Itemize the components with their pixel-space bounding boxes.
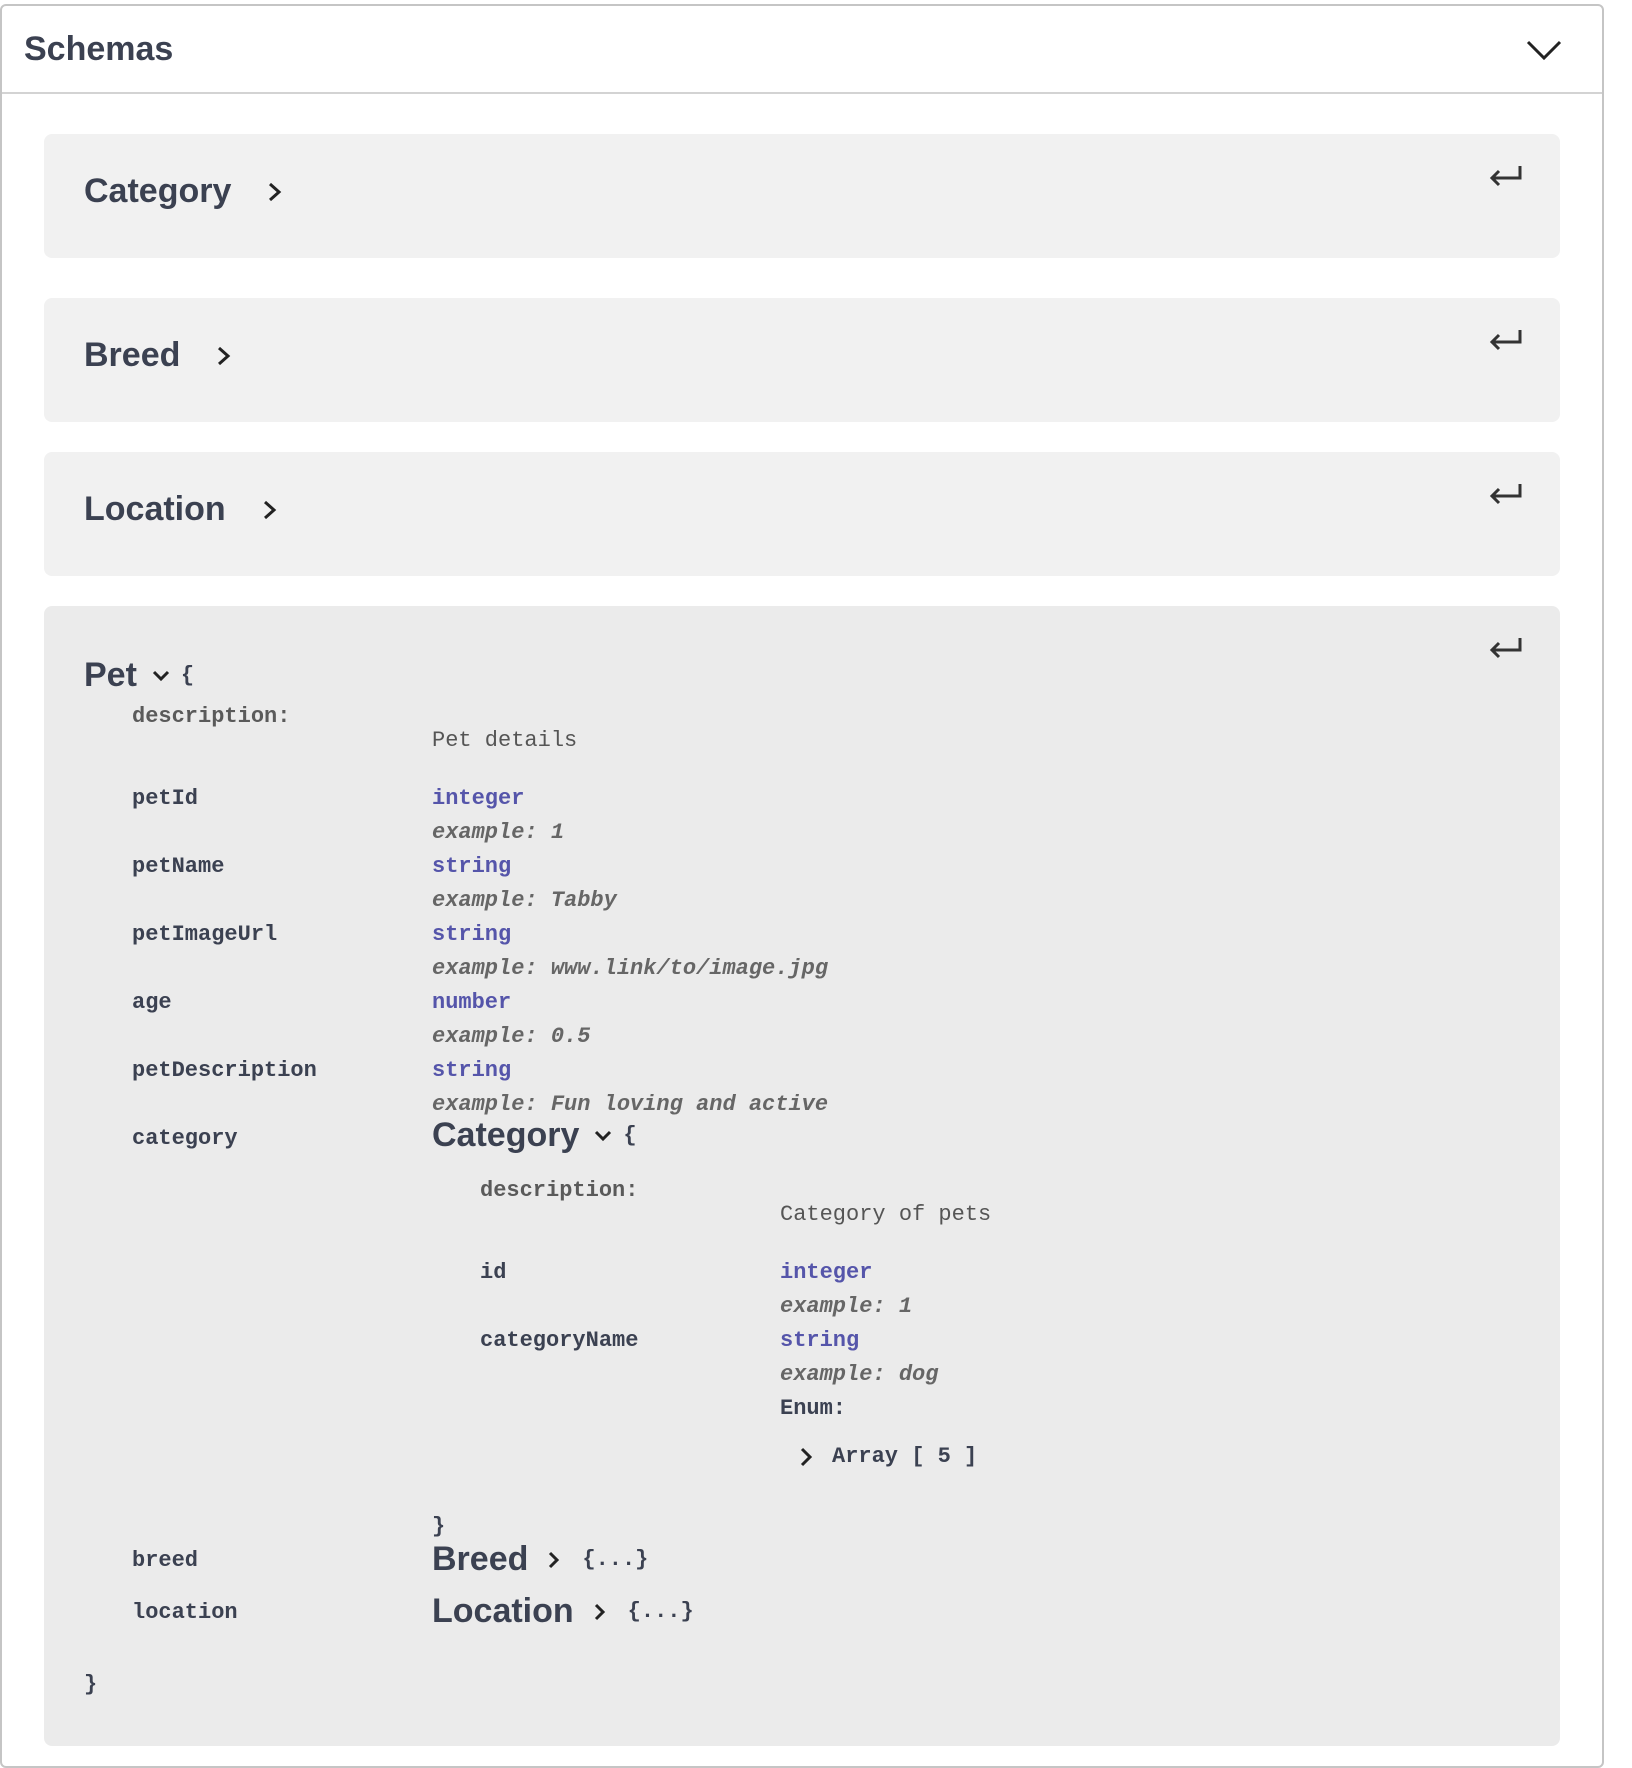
enum-label: Enum: [780,1396,847,1421]
model-title: Location [432,1592,574,1630]
property-name: id [480,1260,507,1285]
property-example: example: 0.5 [432,1024,591,1049]
model-title: Category [432,1116,580,1154]
chevron-right-icon[interactable] [258,496,282,524]
description-value: Pet details [432,728,578,753]
close-brace: } [84,1672,98,1697]
open-brace: { [623,1123,637,1148]
chevron-down-icon[interactable] [593,1126,613,1146]
chevron-right-icon[interactable] [590,1602,610,1622]
property-example: example: dog [780,1362,939,1387]
property-example: example: Tabby [432,888,617,913]
enum-array-label: Array [ 5 ] [832,1444,978,1469]
schemas-header[interactable] [2,6,1602,94]
property-type: string [432,854,512,879]
close-brace: } [432,1514,446,1539]
collapsed-braces: {...} [582,1547,649,1572]
return-icon[interactable] [1488,164,1524,190]
property-example: example: www.link/to/image.jpg [432,956,829,981]
property-type: integer [432,786,525,811]
chevron-right-icon[interactable] [796,1445,816,1469]
property-type: number [432,990,512,1015]
pet-title-row[interactable] [84,656,194,695]
model-title: Breed [84,336,181,374]
return-icon[interactable] [1488,482,1524,508]
property-name: category [132,1126,238,1151]
model-category[interactable] [44,134,1560,258]
model-location[interactable] [44,452,1560,576]
property-type: string [432,1058,512,1083]
property-type: string [432,922,512,947]
collapsed-braces: {...} [627,1599,694,1624]
location-title-row[interactable] [432,1592,694,1631]
property-type: string [780,1328,860,1353]
property-name: age [132,990,172,1015]
return-icon[interactable] [1488,328,1524,354]
chevron-down-icon[interactable] [151,666,171,686]
property-name: categoryName [480,1328,639,1353]
property-name: petDescription [132,1058,317,1083]
property-name: breed [132,1548,199,1573]
property-example: example: 1 [432,820,565,845]
model-title: Pet [84,656,137,694]
description-value: Category of pets [780,1202,992,1227]
model-title: Category [84,172,232,210]
enum-array-toggle[interactable] [796,1444,977,1469]
description-label: description: [480,1178,639,1203]
breed-title-row[interactable] [432,1540,648,1579]
property-type: integer [780,1260,873,1285]
property-name: petName [132,854,225,879]
open-brace: { [180,663,195,688]
property-name: petImageUrl [132,922,278,947]
property-example: example: 1 [780,1294,913,1319]
chevron-down-icon[interactable] [1524,32,1564,66]
return-icon[interactable] [1488,636,1524,662]
property-name: location [132,1600,238,1625]
property-example: example: Fun loving and active [432,1092,829,1117]
model-pet [44,606,1560,1746]
schemas-title: Schemas [24,29,174,68]
chevron-right-icon[interactable] [212,342,236,370]
chevron-right-icon[interactable] [263,178,287,206]
model-title: Breed [432,1540,529,1578]
property-name: petId [132,786,199,811]
model-breed[interactable] [44,298,1560,422]
description-label: description: [132,704,291,729]
chevron-right-icon[interactable] [544,1550,564,1570]
schemas-section [0,4,1604,1768]
model-title: Location [84,490,226,528]
category-title-row[interactable] [432,1116,637,1155]
